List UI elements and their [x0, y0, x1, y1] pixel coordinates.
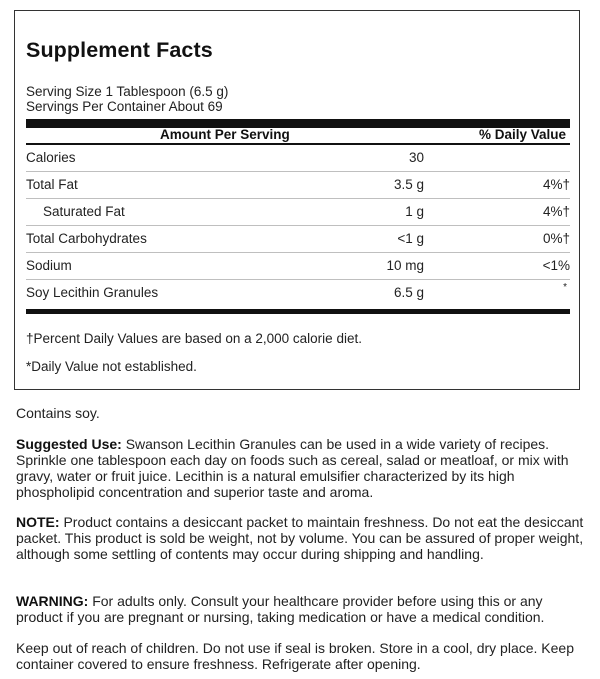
- daily-value-header: % Daily Value: [478, 127, 566, 142]
- serving-size: Serving Size 1 Tablespoon (6.5 g): [26, 84, 229, 99]
- nutrient-name: Calories: [26, 150, 76, 165]
- nutrient-amount: <1 g: [397, 231, 424, 246]
- nutrient-name: Soy Lecithin Granules: [26, 285, 159, 300]
- servings-per-container: Servings Per Container About 69: [26, 99, 223, 114]
- note-paragraph: [16, 514, 588, 562]
- nutrient-amount: 30: [408, 150, 424, 165]
- nutrient-amount: 6.5 g: [393, 285, 424, 300]
- nutrient-daily-value: 4%†: [542, 177, 570, 192]
- nutrient-daily-value: <1%: [542, 258, 570, 273]
- note-text: Product contains a desiccant packet to maintain freshness. Do not eat the desiccant packet. This product is sold be weight, not by volume. You can be assured of proper weight, although some settling of contents may occur during shipping and handling.: [16, 514, 584, 562]
- warning-paragraph: [16, 593, 588, 625]
- supplement-facts-panel: [14, 10, 580, 390]
- amount-per-serving-header: Amount Per Serving: [160, 127, 290, 142]
- footnote-not-established: *Daily Value not established.: [26, 359, 197, 374]
- nutrient-row-saturated-fat: [26, 199, 570, 226]
- suggested-use-label: Suggested Use:: [16, 436, 122, 452]
- nutrient-daily-value: 4%†: [542, 204, 570, 219]
- nutrient-amount: 10 mg: [386, 258, 424, 273]
- nutrient-amount: 3.5 g: [393, 177, 424, 192]
- nutrient-name: Sodium: [26, 258, 72, 273]
- warning-label: WARNING:: [16, 593, 89, 609]
- storage-paragraph: Keep out of reach of children. Do not use if seal is broken. Store in a cool, dry place. Keep container covered to ensure freshness. Refrigerate after opening.: [16, 640, 574, 672]
- note-label: NOTE:: [16, 514, 60, 530]
- nutrient-row-total-carbohydrates: [26, 226, 570, 253]
- warning-text: For adults only. Consult your healthcare provider before using this or any product if you are pregnant or nursing, taking medication or have a medical condition.: [16, 593, 545, 625]
- nutrient-row-total-fat: [26, 172, 570, 199]
- contains-statement: Contains soy.: [16, 405, 100, 421]
- facts-title: Supplement Facts: [26, 38, 213, 62]
- nutrient-name: Total Carbohydrates: [26, 231, 147, 246]
- nutrient-daily-value: 0%†: [542, 231, 570, 246]
- nutrient-row-sodium: [26, 253, 570, 280]
- nutrient-name: Total Fat: [26, 177, 78, 192]
- nutrient-amount: 1 g: [405, 204, 424, 219]
- suggested-use-paragraph: [16, 436, 588, 500]
- nutrient-row-soy-lecithin: [26, 280, 570, 309]
- nutrient-name: Saturated Fat: [43, 204, 125, 219]
- nutrient-row-calories: [26, 145, 570, 172]
- bottom-divider: [26, 309, 570, 314]
- footnote-percent-daily: †Percent Daily Values are based on a 2,000 calorie diet.: [26, 331, 362, 346]
- suggested-use-text: Swanson Lecithin Granules can be used in a wide variety of recipes. Sprinkle one tablespoon each day on foods such as cereal, salad or meatloaf, or mix with gravy, water or fruit juice. Lecithin is a natural emulsifier characterized by its high phospholipid concentration and superior taste and aroma.: [16, 436, 569, 500]
- nutrient-daily-value: *: [563, 282, 567, 293]
